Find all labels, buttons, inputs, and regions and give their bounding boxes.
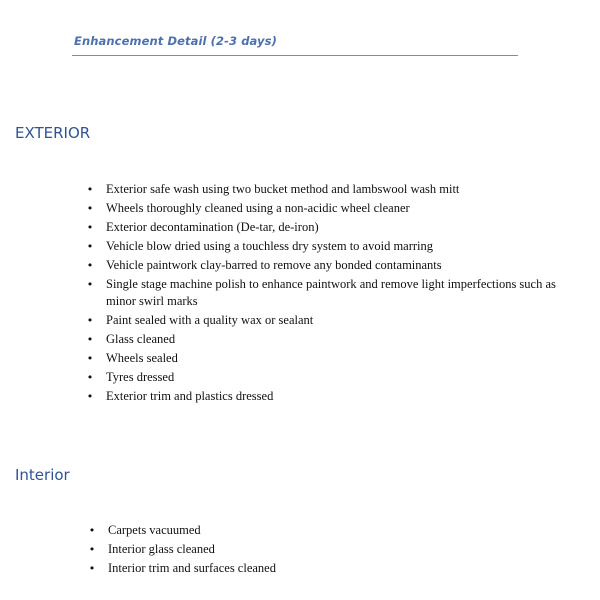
exterior-heading: EXTERIOR bbox=[15, 124, 91, 142]
interior-heading: Interior bbox=[15, 466, 70, 484]
list-item bbox=[84, 200, 574, 217]
list-item-text: Exterior decontamination (De-tar, de-iron) bbox=[106, 220, 319, 234]
list-item-text: Wheels thoroughly cleaned using a non-acidic wheel cleaner bbox=[106, 201, 410, 215]
list-item-text: Wheels sealed bbox=[106, 351, 178, 365]
list-item bbox=[84, 238, 574, 255]
list-item bbox=[84, 369, 574, 386]
bullet-icon: • bbox=[88, 562, 96, 575]
list-item-text: Vehicle blow dried using a touchless dry system to avoid marring bbox=[106, 239, 434, 253]
bullet-icon: • bbox=[86, 314, 94, 327]
list-item-text: Carpets vacuumed bbox=[108, 523, 201, 537]
page-title: Enhancement Detail (2-3 days) bbox=[74, 34, 277, 48]
list-item-text: Paint sealed with a quality wax or sealant bbox=[106, 313, 314, 327]
list-item bbox=[84, 350, 574, 367]
list-item-text: Exterior trim and plastics dressed bbox=[106, 389, 274, 403]
list-item-text: Tyres dressed bbox=[106, 370, 175, 384]
bullet-icon: • bbox=[86, 390, 94, 403]
bullet-icon: • bbox=[86, 221, 94, 234]
title-underline bbox=[72, 55, 518, 56]
bullet-icon: • bbox=[86, 183, 94, 196]
list-item bbox=[84, 257, 574, 274]
list-item bbox=[86, 541, 486, 558]
list-item-text: Exterior safe wash using two bucket method and lambswool wash mitt bbox=[106, 182, 460, 196]
bullet-icon: • bbox=[88, 524, 96, 537]
bullet-icon: • bbox=[86, 352, 94, 365]
list-item bbox=[84, 181, 574, 198]
bullet-icon: • bbox=[86, 240, 94, 253]
list-item-text: Single stage machine polish to enhance paintwork and remove light imperfections such as minor swirl marks bbox=[106, 277, 556, 308]
list-item bbox=[86, 522, 486, 539]
list-item bbox=[84, 219, 574, 236]
bullet-icon: • bbox=[86, 202, 94, 215]
list-item bbox=[84, 331, 574, 348]
bullet-icon: • bbox=[86, 333, 94, 346]
list-item-text: Interior trim and surfaces cleaned bbox=[108, 561, 276, 575]
list-item-text: Glass cleaned bbox=[106, 332, 176, 346]
bullet-icon: • bbox=[86, 371, 94, 384]
list-item bbox=[84, 312, 574, 329]
list-item-text: Interior glass cleaned bbox=[108, 542, 215, 556]
list-item bbox=[84, 388, 574, 405]
interior-list bbox=[86, 522, 486, 579]
list-item-text: Vehicle paintwork clay-barred to remove any bonded contaminants bbox=[106, 258, 442, 272]
list-item bbox=[86, 560, 486, 577]
exterior-list bbox=[84, 181, 574, 407]
bullet-icon: • bbox=[86, 278, 94, 291]
list-item bbox=[84, 276, 574, 310]
bullet-icon: • bbox=[86, 259, 94, 272]
bullet-icon: • bbox=[88, 543, 96, 556]
